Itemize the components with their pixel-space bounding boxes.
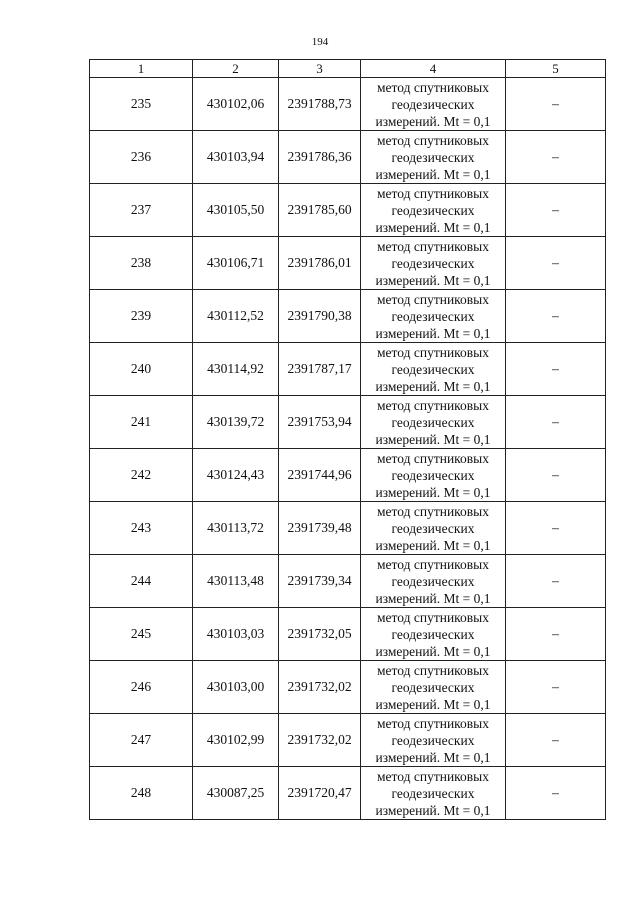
note-cell: –	[506, 396, 606, 449]
method-cell	[361, 767, 506, 820]
method-line: измерений. Mt = 0,1	[375, 643, 491, 659]
method-line: измерений. Mt = 0,1	[375, 272, 491, 288]
point-number-cell: 235	[90, 78, 193, 131]
point-number-cell: 245	[90, 608, 193, 661]
method-line: метод спутниковых	[377, 609, 489, 625]
point-number-cell: 242	[90, 449, 193, 502]
method-line: измерений. Mt = 0,1	[375, 696, 491, 712]
method-cell	[361, 131, 506, 184]
method-line: геодезических	[391, 202, 475, 218]
y-coordinate-cell: 2391720,47	[279, 767, 361, 820]
y-coordinate-cell: 2391788,73	[279, 78, 361, 131]
method-cell	[361, 714, 506, 767]
point-number-cell: 244	[90, 555, 193, 608]
column-header-2: 2	[193, 60, 279, 78]
point-number-cell: 248	[90, 767, 193, 820]
method-line: геодезических	[391, 96, 475, 112]
method-line: измерений. Mt = 0,1	[375, 537, 491, 553]
method-line: геодезических	[391, 785, 475, 801]
note-cell: –	[506, 555, 606, 608]
x-coordinate-cell: 430105,50	[193, 184, 279, 237]
method-cell	[361, 184, 506, 237]
table-row	[90, 78, 606, 131]
table-row	[90, 396, 606, 449]
table-row	[90, 131, 606, 184]
method-line: метод спутниковых	[377, 185, 489, 201]
note-cell: –	[506, 714, 606, 767]
x-coordinate-cell: 430113,48	[193, 555, 279, 608]
method-cell	[361, 290, 506, 343]
table-row	[90, 502, 606, 555]
coordinates-table	[89, 59, 606, 820]
method-line: метод спутниковых	[377, 768, 489, 784]
point-number-cell: 247	[90, 714, 193, 767]
column-header-3: 3	[279, 60, 361, 78]
method-line: измерений. Mt = 0,1	[375, 484, 491, 500]
method-line: геодезических	[391, 149, 475, 165]
x-coordinate-cell: 430103,94	[193, 131, 279, 184]
y-coordinate-cell: 2391790,38	[279, 290, 361, 343]
x-coordinate-cell: 430114,92	[193, 343, 279, 396]
note-cell: –	[506, 502, 606, 555]
method-line: геодезических	[391, 573, 475, 589]
page-number: 194	[311, 36, 329, 48]
x-coordinate-cell: 430112,52	[193, 290, 279, 343]
table-row	[90, 290, 606, 343]
table-row	[90, 449, 606, 502]
method-line: геодезических	[391, 520, 475, 536]
y-coordinate-cell: 2391744,96	[279, 449, 361, 502]
point-number-cell: 246	[90, 661, 193, 714]
method-line: метод спутниковых	[377, 132, 489, 148]
method-line: метод спутниковых	[377, 291, 489, 307]
table-header-row	[90, 60, 606, 78]
y-coordinate-cell: 2391786,36	[279, 131, 361, 184]
method-line: метод спутниковых	[377, 556, 489, 572]
method-line: метод спутниковых	[377, 450, 489, 466]
method-line: измерений. Mt = 0,1	[375, 113, 491, 129]
method-line: метод спутниковых	[377, 344, 489, 360]
table-row	[90, 714, 606, 767]
method-line: измерений. Mt = 0,1	[375, 325, 491, 341]
note-cell: –	[506, 237, 606, 290]
point-number-cell: 243	[90, 502, 193, 555]
point-number-cell: 240	[90, 343, 193, 396]
note-cell: –	[506, 767, 606, 820]
method-line: геодезических	[391, 255, 475, 271]
method-line: измерений. Mt = 0,1	[375, 431, 491, 447]
point-number-cell: 241	[90, 396, 193, 449]
x-coordinate-cell: 430139,72	[193, 396, 279, 449]
method-cell	[361, 661, 506, 714]
method-cell	[361, 78, 506, 131]
y-coordinate-cell: 2391786,01	[279, 237, 361, 290]
y-coordinate-cell: 2391732,02	[279, 661, 361, 714]
y-coordinate-cell: 2391732,05	[279, 608, 361, 661]
table-row	[90, 767, 606, 820]
y-coordinate-cell: 2391787,17	[279, 343, 361, 396]
column-header-4: 4	[361, 60, 506, 78]
point-number-cell: 238	[90, 237, 193, 290]
x-coordinate-cell: 430113,72	[193, 502, 279, 555]
method-line: геодезических	[391, 361, 475, 377]
method-line: геодезических	[391, 467, 475, 483]
method-cell	[361, 396, 506, 449]
method-cell	[361, 502, 506, 555]
table-row	[90, 184, 606, 237]
method-line: метод спутниковых	[377, 715, 489, 731]
point-number-cell: 239	[90, 290, 193, 343]
table-row	[90, 608, 606, 661]
x-coordinate-cell: 430106,71	[193, 237, 279, 290]
method-line: метод спутниковых	[377, 79, 489, 95]
table-row	[90, 661, 606, 714]
method-line: геодезических	[391, 308, 475, 324]
point-number-cell: 237	[90, 184, 193, 237]
method-line: измерений. Mt = 0,1	[375, 590, 491, 606]
method-line: измерений. Mt = 0,1	[375, 802, 491, 818]
note-cell: –	[506, 449, 606, 502]
table-body	[90, 78, 606, 820]
x-coordinate-cell: 430102,06	[193, 78, 279, 131]
method-line: измерений. Mt = 0,1	[375, 166, 491, 182]
x-coordinate-cell: 430102,99	[193, 714, 279, 767]
point-number-cell: 236	[90, 131, 193, 184]
method-line: метод спутниковых	[377, 662, 489, 678]
method-cell	[361, 237, 506, 290]
method-line: геодезических	[391, 414, 475, 430]
y-coordinate-cell: 2391739,48	[279, 502, 361, 555]
method-cell	[361, 343, 506, 396]
table-row	[90, 555, 606, 608]
method-line: метод спутниковых	[377, 503, 489, 519]
x-coordinate-cell: 430124,43	[193, 449, 279, 502]
column-header-1: 1	[90, 60, 193, 78]
note-cell: –	[506, 184, 606, 237]
y-coordinate-cell: 2391732,02	[279, 714, 361, 767]
method-cell	[361, 555, 506, 608]
method-line: геодезических	[391, 626, 475, 642]
method-line: метод спутниковых	[377, 397, 489, 413]
method-line: измерений. Mt = 0,1	[375, 749, 491, 765]
method-line: метод спутниковых	[377, 238, 489, 254]
note-cell: –	[506, 608, 606, 661]
x-coordinate-cell: 430103,00	[193, 661, 279, 714]
note-cell: –	[506, 78, 606, 131]
note-cell: –	[506, 290, 606, 343]
y-coordinate-cell: 2391753,94	[279, 396, 361, 449]
note-cell: –	[506, 661, 606, 714]
column-header-5: 5	[506, 60, 606, 78]
y-coordinate-cell: 2391785,60	[279, 184, 361, 237]
method-line: геодезических	[391, 732, 475, 748]
method-line: измерений. Mt = 0,1	[375, 378, 491, 394]
note-cell: –	[506, 343, 606, 396]
note-cell: –	[506, 131, 606, 184]
method-cell	[361, 608, 506, 661]
table-row	[90, 237, 606, 290]
y-coordinate-cell: 2391739,34	[279, 555, 361, 608]
method-cell	[361, 449, 506, 502]
table-row	[90, 343, 606, 396]
method-line: измерений. Mt = 0,1	[375, 219, 491, 235]
x-coordinate-cell: 430103,03	[193, 608, 279, 661]
method-line: геодезических	[391, 679, 475, 695]
x-coordinate-cell: 430087,25	[193, 767, 279, 820]
